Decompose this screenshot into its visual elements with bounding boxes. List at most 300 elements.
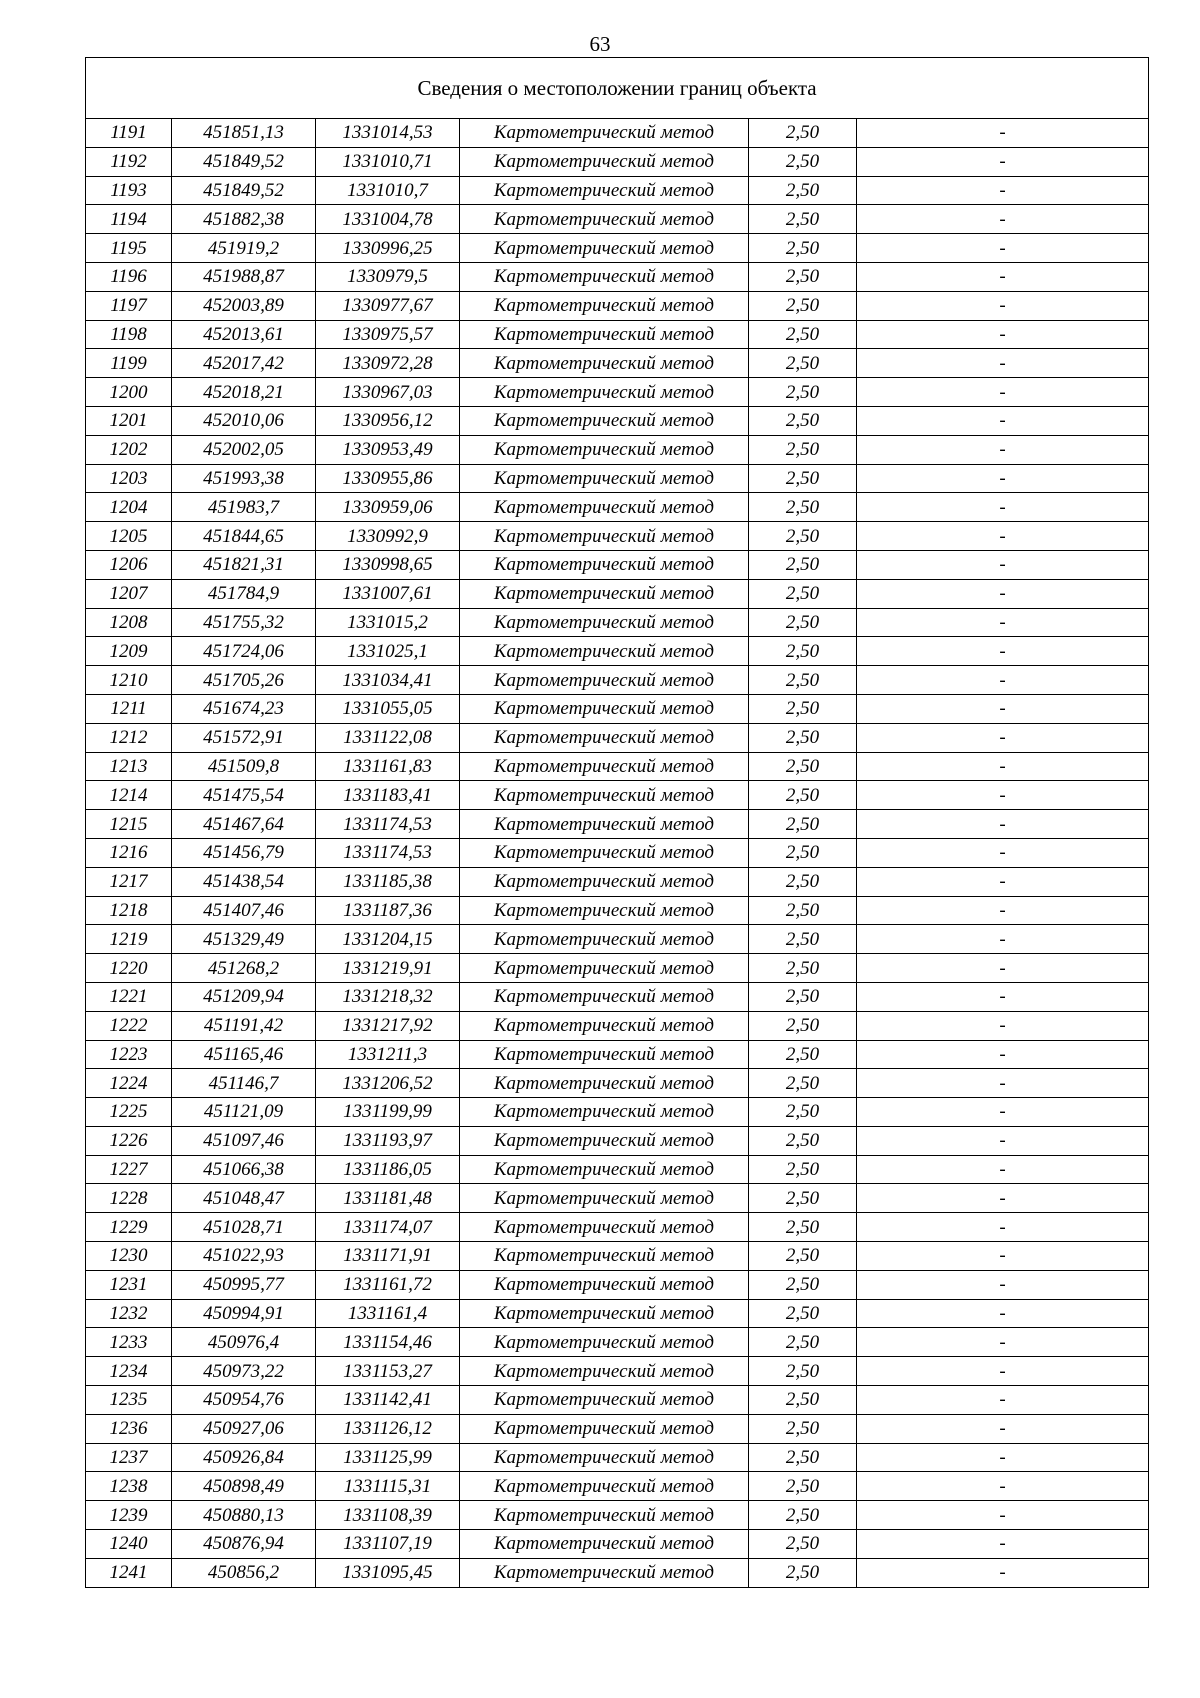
point-number-cell: 1230	[86, 1242, 172, 1271]
coordinate-x-cell: 451821,31	[172, 550, 316, 579]
precision-cell: 2,50	[749, 1472, 857, 1501]
point-number-cell: 1236	[86, 1414, 172, 1443]
method-cell: Картометрический метод	[460, 781, 749, 810]
coordinate-x-cell: 452010,06	[172, 406, 316, 435]
table-row	[86, 1299, 1149, 1328]
method-cell: Картометрический метод	[460, 320, 749, 349]
coordinate-y-cell: 1331142,41	[316, 1386, 460, 1415]
point-number-cell: 1205	[86, 522, 172, 551]
note-cell: -	[857, 1501, 1149, 1530]
precision-cell: 2,50	[749, 1443, 857, 1472]
method-cell: Картометрический метод	[460, 147, 749, 176]
coordinate-y-cell: 1330992,9	[316, 522, 460, 551]
table-row	[86, 1501, 1149, 1530]
method-cell: Картометрический метод	[460, 1126, 749, 1155]
table-row	[86, 1443, 1149, 1472]
note-cell: -	[857, 291, 1149, 320]
precision-cell: 2,50	[749, 1069, 857, 1098]
method-cell: Картометрический метод	[460, 550, 749, 579]
coordinate-y-cell: 1330967,03	[316, 378, 460, 407]
coordinate-x-cell: 451146,7	[172, 1069, 316, 1098]
coordinate-y-cell: 1331211,3	[316, 1040, 460, 1069]
note-cell: -	[857, 147, 1149, 176]
method-cell: Картометрический метод	[460, 291, 749, 320]
point-number-cell: 1196	[86, 262, 172, 291]
method-cell: Картометрический метод	[460, 1530, 749, 1559]
coordinate-y-cell: 1331183,41	[316, 781, 460, 810]
coordinate-x-cell: 450856,2	[172, 1558, 316, 1587]
coordinate-x-cell: 450976,4	[172, 1328, 316, 1357]
table-row	[86, 723, 1149, 752]
note-cell: -	[857, 1328, 1149, 1357]
note-cell: -	[857, 1357, 1149, 1386]
coordinate-y-cell: 1331055,05	[316, 694, 460, 723]
point-number-cell: 1221	[86, 982, 172, 1011]
method-cell: Картометрический метод	[460, 1558, 749, 1587]
precision-cell: 2,50	[749, 378, 857, 407]
coordinate-x-cell: 451028,71	[172, 1213, 316, 1242]
precision-cell: 2,50	[749, 320, 857, 349]
precision-cell: 2,50	[749, 1299, 857, 1328]
precision-cell: 2,50	[749, 147, 857, 176]
method-cell: Картометрический метод	[460, 896, 749, 925]
coordinate-y-cell: 1331153,27	[316, 1357, 460, 1386]
precision-cell: 2,50	[749, 1558, 857, 1587]
table-row	[86, 378, 1149, 407]
precision-cell: 2,50	[749, 896, 857, 925]
table-row	[86, 982, 1149, 1011]
coordinate-x-cell: 451882,38	[172, 205, 316, 234]
point-number-cell: 1206	[86, 550, 172, 579]
table-row	[86, 1530, 1149, 1559]
table-row	[86, 1069, 1149, 1098]
point-number-cell: 1228	[86, 1184, 172, 1213]
coordinate-y-cell: 1331025,1	[316, 637, 460, 666]
point-number-cell: 1192	[86, 147, 172, 176]
coordinate-y-cell: 1331219,91	[316, 954, 460, 983]
coordinate-y-cell: 1331185,38	[316, 867, 460, 896]
method-cell: Картометрический метод	[460, 262, 749, 291]
table-row	[86, 522, 1149, 551]
note-cell: -	[857, 752, 1149, 781]
coordinate-y-cell: 1330977,67	[316, 291, 460, 320]
precision-cell: 2,50	[749, 1270, 857, 1299]
note-cell: -	[857, 522, 1149, 551]
point-number-cell: 1225	[86, 1098, 172, 1127]
precision-cell: 2,50	[749, 1386, 857, 1415]
precision-cell: 2,50	[749, 349, 857, 378]
coordinate-y-cell: 1331126,12	[316, 1414, 460, 1443]
method-cell: Картометрический метод	[460, 1414, 749, 1443]
note-cell: -	[857, 119, 1149, 148]
coordinate-x-cell: 452003,89	[172, 291, 316, 320]
method-cell: Картометрический метод	[460, 522, 749, 551]
note-cell: -	[857, 867, 1149, 896]
point-number-cell: 1223	[86, 1040, 172, 1069]
method-cell: Картометрический метод	[460, 752, 749, 781]
point-number-cell: 1234	[86, 1357, 172, 1386]
coordinate-x-cell: 450876,94	[172, 1530, 316, 1559]
table-row	[86, 896, 1149, 925]
coordinate-x-cell: 450973,22	[172, 1357, 316, 1386]
precision-cell: 2,50	[749, 1501, 857, 1530]
note-cell: -	[857, 1242, 1149, 1271]
coordinate-y-cell: 1331204,15	[316, 925, 460, 954]
note-cell: -	[857, 1069, 1149, 1098]
method-cell: Картометрический метод	[460, 205, 749, 234]
precision-cell: 2,50	[749, 752, 857, 781]
table-row	[86, 752, 1149, 781]
point-number-cell: 1202	[86, 435, 172, 464]
coordinate-x-cell: 451456,79	[172, 838, 316, 867]
point-number-cell: 1239	[86, 1501, 172, 1530]
coordinate-x-cell: 451919,2	[172, 234, 316, 263]
note-cell: -	[857, 723, 1149, 752]
point-number-cell: 1233	[86, 1328, 172, 1357]
method-cell: Картометрический метод	[460, 925, 749, 954]
point-number-cell: 1218	[86, 896, 172, 925]
point-number-cell: 1195	[86, 234, 172, 263]
method-cell: Картометрический метод	[460, 608, 749, 637]
method-cell: Картометрический метод	[460, 1155, 749, 1184]
coordinate-y-cell: 1331186,05	[316, 1155, 460, 1184]
table-row	[86, 291, 1149, 320]
note-cell: -	[857, 320, 1149, 349]
note-cell: -	[857, 925, 1149, 954]
precision-cell: 2,50	[749, 464, 857, 493]
note-cell: -	[857, 1098, 1149, 1127]
coordinate-x-cell: 451209,94	[172, 982, 316, 1011]
precision-cell: 2,50	[749, 723, 857, 752]
note-cell: -	[857, 205, 1149, 234]
coordinate-y-cell: 1331181,48	[316, 1184, 460, 1213]
method-cell: Картометрический метод	[460, 1098, 749, 1127]
table-row	[86, 435, 1149, 464]
method-cell: Картометрический метод	[460, 1472, 749, 1501]
coordinate-y-cell: 1331193,97	[316, 1126, 460, 1155]
method-cell: Картометрический метод	[460, 982, 749, 1011]
precision-cell: 2,50	[749, 1213, 857, 1242]
note-cell: -	[857, 464, 1149, 493]
coordinate-x-cell: 451165,46	[172, 1040, 316, 1069]
point-number-cell: 1198	[86, 320, 172, 349]
coordinate-x-cell: 450954,76	[172, 1386, 316, 1415]
note-cell: -	[857, 1558, 1149, 1587]
method-cell: Картометрический метод	[460, 378, 749, 407]
table-row	[86, 1098, 1149, 1127]
method-cell: Картометрический метод	[460, 1299, 749, 1328]
table-row	[86, 262, 1149, 291]
coordinate-y-cell: 1331154,46	[316, 1328, 460, 1357]
coordinate-x-cell: 452017,42	[172, 349, 316, 378]
point-number-cell: 1207	[86, 579, 172, 608]
precision-cell: 2,50	[749, 1357, 857, 1386]
coordinate-x-cell: 451993,38	[172, 464, 316, 493]
note-cell: -	[857, 579, 1149, 608]
table-row	[86, 205, 1149, 234]
table-row	[86, 1184, 1149, 1213]
coordinate-x-cell: 451851,13	[172, 119, 316, 148]
precision-cell: 2,50	[749, 406, 857, 435]
coordinate-y-cell: 1330955,86	[316, 464, 460, 493]
method-cell: Картометрический метод	[460, 349, 749, 378]
note-cell: -	[857, 694, 1149, 723]
coordinate-x-cell: 451438,54	[172, 867, 316, 896]
precision-cell: 2,50	[749, 234, 857, 263]
table-row	[86, 867, 1149, 896]
precision-cell: 2,50	[749, 176, 857, 205]
coordinate-x-cell: 451022,93	[172, 1242, 316, 1271]
point-number-cell: 1193	[86, 176, 172, 205]
table-row	[86, 406, 1149, 435]
table-title-row	[86, 58, 1149, 119]
point-number-cell: 1214	[86, 781, 172, 810]
precision-cell: 2,50	[749, 694, 857, 723]
table-row	[86, 1357, 1149, 1386]
method-cell: Картометрический метод	[460, 579, 749, 608]
point-number-cell: 1216	[86, 838, 172, 867]
boundary-coordinates-table	[85, 57, 1149, 1588]
precision-cell: 2,50	[749, 666, 857, 695]
coordinate-x-cell: 452018,21	[172, 378, 316, 407]
precision-cell: 2,50	[749, 781, 857, 810]
coordinate-x-cell: 451983,7	[172, 493, 316, 522]
precision-cell: 2,50	[749, 522, 857, 551]
coordinate-y-cell: 1331010,7	[316, 176, 460, 205]
coordinate-x-cell: 451844,65	[172, 522, 316, 551]
precision-cell: 2,50	[749, 608, 857, 637]
method-cell: Картометрический метод	[460, 1213, 749, 1242]
note-cell: -	[857, 781, 1149, 810]
table-row	[86, 147, 1149, 176]
coordinate-y-cell: 1331095,45	[316, 1558, 460, 1587]
point-number-cell: 1201	[86, 406, 172, 435]
table-row	[86, 464, 1149, 493]
coordinate-y-cell: 1331187,36	[316, 896, 460, 925]
table-row	[86, 550, 1149, 579]
note-cell: -	[857, 954, 1149, 983]
table-row	[86, 234, 1149, 263]
table-row	[86, 694, 1149, 723]
table-row	[86, 925, 1149, 954]
method-cell: Картометрический метод	[460, 694, 749, 723]
coordinate-y-cell: 1331161,83	[316, 752, 460, 781]
point-number-cell: 1213	[86, 752, 172, 781]
note-cell: -	[857, 550, 1149, 579]
note-cell: -	[857, 435, 1149, 464]
coordinate-y-cell: 1330953,49	[316, 435, 460, 464]
point-number-cell: 1238	[86, 1472, 172, 1501]
coordinate-y-cell: 1331034,41	[316, 666, 460, 695]
coordinate-x-cell: 451724,06	[172, 637, 316, 666]
coordinate-x-cell: 451784,9	[172, 579, 316, 608]
coordinate-y-cell: 1331199,99	[316, 1098, 460, 1127]
precision-cell: 2,50	[749, 1530, 857, 1559]
coordinate-x-cell: 451467,64	[172, 810, 316, 839]
table-row	[86, 1414, 1149, 1443]
coordinate-x-cell: 452002,05	[172, 435, 316, 464]
note-cell: -	[857, 1011, 1149, 1040]
coordinate-x-cell: 452013,61	[172, 320, 316, 349]
coordinate-x-cell: 451755,32	[172, 608, 316, 637]
coordinate-y-cell: 1331171,91	[316, 1242, 460, 1271]
coordinate-y-cell: 1331007,61	[316, 579, 460, 608]
method-cell: Картометрический метод	[460, 810, 749, 839]
table-row	[86, 1328, 1149, 1357]
method-cell: Картометрический метод	[460, 1040, 749, 1069]
precision-cell: 2,50	[749, 262, 857, 291]
method-cell: Картометрический метод	[460, 1357, 749, 1386]
method-cell: Картометрический метод	[460, 1328, 749, 1357]
method-cell: Картометрический метод	[460, 954, 749, 983]
precision-cell: 2,50	[749, 954, 857, 983]
table-row	[86, 119, 1149, 148]
method-cell: Картометрический метод	[460, 119, 749, 148]
precision-cell: 2,50	[749, 1011, 857, 1040]
note-cell: -	[857, 493, 1149, 522]
note-cell: -	[857, 1213, 1149, 1242]
note-cell: -	[857, 1155, 1149, 1184]
coordinate-x-cell: 451121,09	[172, 1098, 316, 1127]
coordinate-y-cell: 1331174,53	[316, 810, 460, 839]
coordinate-x-cell: 451849,52	[172, 176, 316, 205]
coordinate-y-cell: 1331122,08	[316, 723, 460, 752]
table-row	[86, 781, 1149, 810]
note-cell: -	[857, 666, 1149, 695]
note-cell: -	[857, 608, 1149, 637]
coordinate-y-cell: 1331004,78	[316, 205, 460, 234]
note-cell: -	[857, 838, 1149, 867]
coordinate-x-cell: 451268,2	[172, 954, 316, 983]
table-row	[86, 1386, 1149, 1415]
coordinate-x-cell: 451407,46	[172, 896, 316, 925]
coordinate-x-cell: 450898,49	[172, 1472, 316, 1501]
table-row	[86, 1011, 1149, 1040]
coordinate-y-cell: 1331014,53	[316, 119, 460, 148]
note-cell: -	[857, 637, 1149, 666]
precision-cell: 2,50	[749, 810, 857, 839]
point-number-cell: 1215	[86, 810, 172, 839]
coordinate-x-cell: 450926,84	[172, 1443, 316, 1472]
note-cell: -	[857, 1270, 1149, 1299]
table-row	[86, 810, 1149, 839]
precision-cell: 2,50	[749, 205, 857, 234]
table-row	[86, 608, 1149, 637]
precision-cell: 2,50	[749, 1328, 857, 1357]
note-cell: -	[857, 982, 1149, 1011]
coordinate-y-cell: 1331010,71	[316, 147, 460, 176]
method-cell: Картометрический метод	[460, 1443, 749, 1472]
table-row	[86, 1155, 1149, 1184]
point-number-cell: 1227	[86, 1155, 172, 1184]
precision-cell: 2,50	[749, 1414, 857, 1443]
note-cell: -	[857, 378, 1149, 407]
note-cell: -	[857, 234, 1149, 263]
method-cell: Картометрический метод	[460, 1242, 749, 1271]
note-cell: -	[857, 176, 1149, 205]
precision-cell: 2,50	[749, 119, 857, 148]
coordinate-x-cell: 451674,23	[172, 694, 316, 723]
coordinate-y-cell: 1330975,57	[316, 320, 460, 349]
method-cell: Картометрический метод	[460, 1270, 749, 1299]
point-number-cell: 1208	[86, 608, 172, 637]
coordinate-x-cell: 450994,91	[172, 1299, 316, 1328]
note-cell: -	[857, 1386, 1149, 1415]
table-row	[86, 320, 1149, 349]
point-number-cell: 1226	[86, 1126, 172, 1155]
note-cell: -	[857, 1299, 1149, 1328]
point-number-cell: 1204	[86, 493, 172, 522]
point-number-cell: 1191	[86, 119, 172, 148]
method-cell: Картометрический метод	[460, 1386, 749, 1415]
precision-cell: 2,50	[749, 637, 857, 666]
precision-cell: 2,50	[749, 291, 857, 320]
table-row	[86, 1270, 1149, 1299]
table-row	[86, 838, 1149, 867]
point-number-cell: 1194	[86, 205, 172, 234]
coordinate-y-cell: 1331161,4	[316, 1299, 460, 1328]
method-cell: Картометрический метод	[460, 838, 749, 867]
coordinate-y-cell: 1331174,53	[316, 838, 460, 867]
coordinate-y-cell: 1330979,5	[316, 262, 460, 291]
coordinate-y-cell: 1331206,52	[316, 1069, 460, 1098]
coordinate-x-cell: 450995,77	[172, 1270, 316, 1299]
coordinate-x-cell: 450880,13	[172, 1501, 316, 1530]
note-cell: -	[857, 1126, 1149, 1155]
precision-cell: 2,50	[749, 1098, 857, 1127]
coordinate-x-cell: 451572,91	[172, 723, 316, 752]
coordinate-x-cell: 451988,87	[172, 262, 316, 291]
coordinate-y-cell: 1331218,32	[316, 982, 460, 1011]
coordinate-y-cell: 1331108,39	[316, 1501, 460, 1530]
coordinate-y-cell: 1331107,19	[316, 1530, 460, 1559]
coordinate-y-cell: 1330998,65	[316, 550, 460, 579]
note-cell: -	[857, 1443, 1149, 1472]
table-row	[86, 176, 1149, 205]
note-cell: -	[857, 406, 1149, 435]
table-row	[86, 637, 1149, 666]
coordinate-y-cell: 1331015,2	[316, 608, 460, 637]
point-number-cell: 1203	[86, 464, 172, 493]
point-number-cell: 1220	[86, 954, 172, 983]
method-cell: Картометрический метод	[460, 723, 749, 752]
point-number-cell: 1224	[86, 1069, 172, 1098]
note-cell: -	[857, 810, 1149, 839]
coordinate-x-cell: 451509,8	[172, 752, 316, 781]
precision-cell: 2,50	[749, 925, 857, 954]
page-number: 63	[589, 32, 611, 56]
coordinate-y-cell: 1330959,06	[316, 493, 460, 522]
note-cell: -	[857, 1530, 1149, 1559]
table-row	[86, 349, 1149, 378]
point-number-cell: 1210	[86, 666, 172, 695]
coordinate-x-cell: 451475,54	[172, 781, 316, 810]
precision-cell: 2,50	[749, 435, 857, 464]
note-cell: -	[857, 1040, 1149, 1069]
table-row	[86, 1472, 1149, 1501]
coordinate-y-cell: 1331161,72	[316, 1270, 460, 1299]
point-number-cell: 1209	[86, 637, 172, 666]
method-cell: Картометрический метод	[460, 1011, 749, 1040]
method-cell: Картометрический метод	[460, 234, 749, 263]
coordinate-y-cell: 1330996,25	[316, 234, 460, 263]
coordinate-x-cell: 451066,38	[172, 1155, 316, 1184]
note-cell: -	[857, 1184, 1149, 1213]
table-row	[86, 1558, 1149, 1587]
coordinate-x-cell: 451097,46	[172, 1126, 316, 1155]
note-cell: -	[857, 262, 1149, 291]
note-cell: -	[857, 1472, 1149, 1501]
